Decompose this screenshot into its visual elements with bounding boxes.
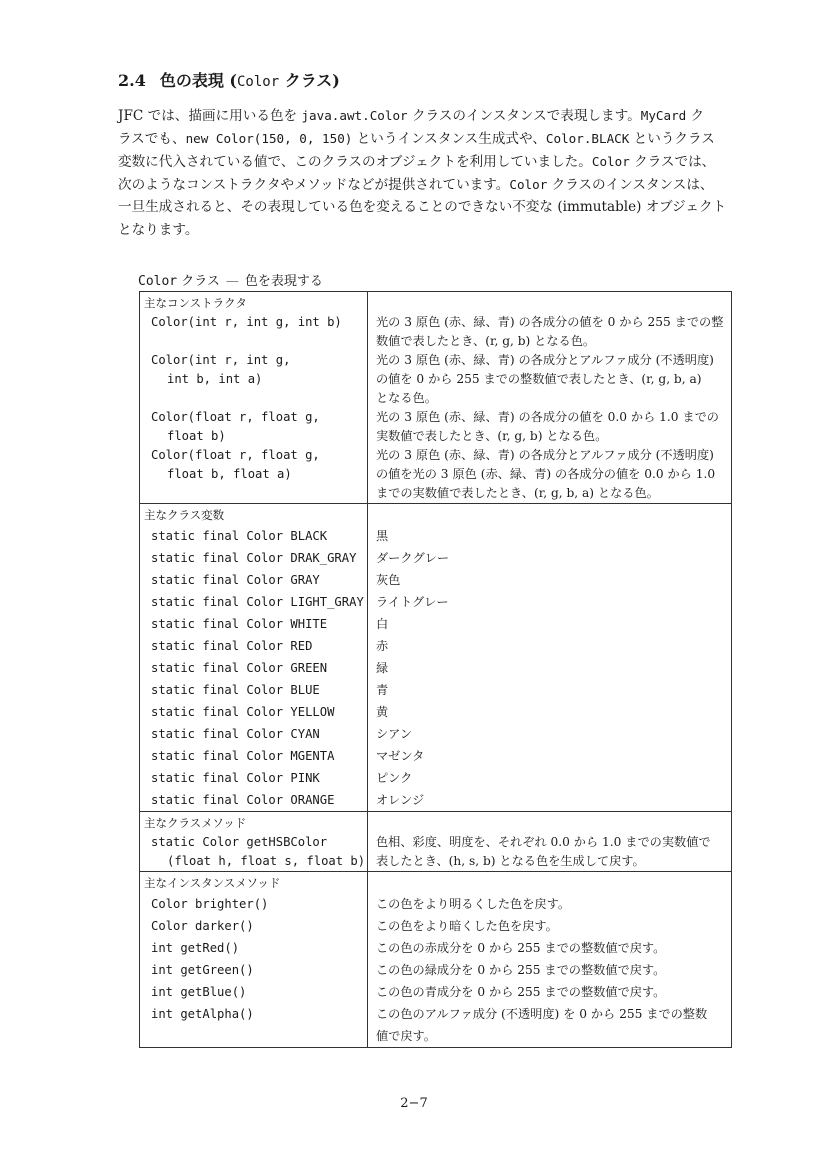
paragraph-text: 次のようなコンストラクタやメソッドなどが提供されています。 — [118, 177, 510, 193]
paragraph-line — [118, 104, 750, 127]
description — [368, 657, 731, 679]
description-line: 表したとき、(h, s, b) となる色を生成して戻す。 — [376, 854, 645, 868]
description-cell — [368, 959, 732, 981]
signature-cell — [140, 569, 368, 591]
signature-line: Color(float r, float g, — [151, 448, 320, 462]
description — [368, 408, 731, 446]
signature-cell — [140, 701, 368, 723]
description-line: この色のアルファ成分 (不透明度) を 0 から 255 までの整数 — [376, 1007, 708, 1021]
description-line: までの実数値で表したとき、(r, g, b, a) となる色。 — [376, 486, 659, 500]
section-label-spacer — [368, 292, 732, 314]
section-heading — [118, 68, 340, 91]
class-variable-row — [140, 701, 732, 723]
description — [368, 569, 731, 591]
description-line: ダークグレー — [376, 551, 450, 565]
description-cell — [368, 745, 732, 767]
page-number: 2−7 — [400, 1096, 428, 1111]
description-line: この色の青成分を 0 から 255 までの整数値で戻す。 — [376, 985, 666, 999]
signature-line: static final Color BLACK — [151, 529, 328, 543]
description — [368, 613, 731, 635]
signature-cell — [140, 1003, 368, 1048]
constructor-row — [140, 446, 732, 504]
description-cell — [368, 613, 732, 635]
description-cell — [368, 313, 732, 351]
paragraph-text: クラスでは、 — [629, 154, 716, 170]
paragraph-line — [118, 127, 750, 150]
description — [368, 1003, 731, 1047]
paragraph-code: Color — [509, 177, 548, 192]
caption-description: 色を表現する — [244, 274, 323, 289]
description-line: 灰色 — [376, 573, 401, 587]
paragraph-line — [118, 150, 750, 173]
section-label-spacer — [368, 504, 732, 526]
signature — [140, 937, 367, 959]
description-line: となる色。 — [376, 391, 437, 405]
instance-method-row — [140, 915, 732, 937]
signature — [140, 767, 367, 789]
description — [368, 833, 731, 871]
description-cell — [368, 1003, 732, 1048]
signature-line: static final Color GREEN — [151, 661, 328, 675]
description-line: 黄 — [376, 705, 389, 719]
signature — [140, 591, 367, 613]
signature-line: static final Color BLUE — [151, 683, 320, 697]
signature-cell — [140, 745, 368, 767]
section-number: 2.4 — [118, 71, 146, 90]
description-line: オレンジ — [376, 793, 425, 807]
description-line: 光の 3 原色 (赤、緑、青) の各成分の値を 0.0 から 1.0 までの — [376, 410, 719, 424]
signature-line: int getGreen() — [151, 963, 254, 977]
paragraph-code: Color — [591, 154, 630, 169]
signature-cell — [140, 657, 368, 679]
description-line: この色をより暗くした色を戻す。 — [376, 919, 558, 933]
description — [368, 959, 731, 981]
description — [368, 525, 731, 547]
signature-line: Color brighter() — [151, 897, 269, 911]
constructor-row — [140, 408, 732, 446]
paragraph-line — [118, 196, 750, 219]
description — [368, 679, 731, 701]
section-label-cell — [140, 504, 368, 526]
description-line: 黒 — [376, 529, 389, 543]
signature-line: static final Color CYAN — [151, 727, 320, 741]
section-label: 主なインスタンスメソッド — [144, 876, 281, 890]
description-line: 赤 — [376, 639, 389, 653]
signature-line: int getBlue() — [151, 985, 247, 999]
paragraph-line — [118, 173, 750, 196]
description-cell — [368, 723, 732, 745]
paragraph-text: というインスタンス生成式や、 — [352, 131, 546, 147]
section-header-row — [140, 504, 732, 526]
description-line: 値で戻す。 — [376, 1029, 436, 1043]
description-cell — [368, 635, 732, 657]
signature-cell — [140, 833, 368, 872]
signature-line: static final Color MGENTA — [151, 749, 335, 763]
signature — [140, 833, 367, 871]
description — [368, 313, 731, 351]
signature-cell — [140, 613, 368, 635]
signature — [140, 351, 367, 389]
section-label-cell — [140, 872, 368, 894]
class-variable-row — [140, 679, 732, 701]
signature — [140, 408, 367, 446]
section-title-prefix: 色の表現 ( — [159, 71, 237, 90]
description-line: この色の赤成分を 0 から 255 までの整数値で戻す。 — [376, 941, 666, 955]
signature — [140, 525, 367, 547]
signature-cell — [140, 937, 368, 959]
signature-line: float b) — [167, 429, 226, 443]
table-caption — [138, 270, 323, 289]
section-label-cell — [140, 292, 368, 314]
paragraph-line — [118, 219, 750, 242]
signature — [140, 915, 367, 937]
signature-line: static final Color RED — [151, 639, 313, 653]
signature-line: int getAlpha() — [151, 1007, 254, 1021]
description-line: 光の 3 原色 (赤、緑、青) の各成分の値を 0 から 255 までの整 — [376, 315, 724, 329]
signature — [140, 657, 367, 679]
description-cell — [368, 789, 732, 812]
description-line: 白 — [376, 617, 389, 631]
section-title-suffix: クラス) — [279, 71, 340, 90]
description-line: の値を 0 から 255 までの整数値で表したとき、(r, g, b, a) — [376, 372, 702, 386]
paragraph-text: JFC では、描画に用いる色を — [118, 108, 302, 124]
section-header-row — [140, 872, 732, 894]
description-line: ピンク — [376, 771, 413, 785]
class-variable-row — [140, 547, 732, 569]
description — [368, 723, 731, 745]
caption-dash: — — [225, 274, 239, 289]
signature-cell — [140, 959, 368, 981]
section-label-cell — [140, 812, 368, 834]
description-line: 青 — [376, 683, 389, 697]
signature-line: static final Color DRAK_GRAY — [151, 551, 357, 565]
description-cell — [368, 569, 732, 591]
description-line: この色の緑成分を 0 から 255 までの整数値で戻す。 — [376, 963, 666, 977]
description-cell — [368, 701, 732, 723]
paragraph-text: 変数に代入されている値で、このクラスのオブジェクトを利用していました。 — [118, 154, 592, 170]
signature — [140, 893, 367, 915]
description-line: 光の 3 原色 (赤、緑、青) の各成分とアルファ成分 (不透明度) — [376, 448, 714, 462]
paragraph-code: java.awt.Color — [301, 108, 408, 123]
description — [368, 547, 731, 569]
description-line: 緑 — [376, 661, 389, 675]
instance-method-row — [140, 959, 732, 981]
signature-cell — [140, 591, 368, 613]
description-line: 数値で表したとき、(r, g, b) となる色。 — [376, 334, 596, 348]
paragraph-code: new Color(150, 0, 150) — [185, 131, 353, 146]
description — [368, 981, 731, 1003]
paragraph-text: ラスでも、 — [118, 131, 186, 147]
description — [368, 915, 731, 937]
signature-cell — [140, 525, 368, 547]
class-variable-row — [140, 591, 732, 613]
class-variable-row — [140, 789, 732, 812]
signature-line: Color darker() — [151, 919, 254, 933]
description-line: の値を光の 3 原色 (赤、緑、青) の各成分の値を 0.0 から 1.0 — [376, 467, 716, 481]
signature-line: static final Color WHITE — [151, 617, 328, 631]
caption-class-name: Color — [138, 274, 178, 289]
signature — [140, 701, 367, 723]
signature-cell — [140, 313, 368, 351]
paragraph-text: というクラス — [629, 131, 715, 147]
description-line: マゼンタ — [376, 749, 425, 763]
instance-method-row — [140, 937, 732, 959]
section-label: 主なクラス変数 — [144, 508, 225, 522]
intro-paragraph — [118, 104, 750, 242]
signature-cell — [140, 408, 368, 446]
color-api-table — [139, 291, 732, 1048]
description-cell — [368, 893, 732, 915]
paragraph-text: クラスのインスタンスで表現します。 — [407, 108, 641, 124]
signature-line: static final Color GRAY — [151, 573, 320, 587]
description-cell — [368, 525, 732, 547]
class-variable-row — [140, 613, 732, 635]
constructor-row — [140, 313, 732, 351]
signature — [140, 446, 367, 484]
signature-line: Color(int r, int g, int b) — [151, 315, 342, 329]
description — [368, 937, 731, 959]
section-header-row — [140, 292, 732, 314]
signature — [140, 613, 367, 635]
signature — [140, 789, 367, 811]
signature-cell — [140, 767, 368, 789]
class-variable-row — [140, 569, 732, 591]
signature — [140, 745, 367, 767]
class-variable-row — [140, 525, 732, 547]
class-variable-row — [140, 745, 732, 767]
signature-line: Color(float r, float g, — [151, 410, 320, 424]
section-title-class: Color — [237, 74, 280, 90]
description-cell — [368, 767, 732, 789]
section-label: 主なコンストラクタ — [144, 296, 247, 310]
description-cell — [368, 547, 732, 569]
instance-method-row — [140, 893, 732, 915]
class-variable-row — [140, 723, 732, 745]
signature-cell — [140, 547, 368, 569]
description — [368, 446, 731, 503]
signature — [140, 723, 367, 745]
description-cell — [368, 657, 732, 679]
signature-cell — [140, 789, 368, 812]
signature-cell — [140, 893, 368, 915]
description — [368, 635, 731, 657]
description — [368, 701, 731, 723]
signature-line: int b, int a) — [167, 372, 263, 386]
signature-cell — [140, 351, 368, 408]
signature-cell — [140, 679, 368, 701]
class-variable-row — [140, 767, 732, 789]
paragraph-text: ク — [686, 108, 705, 124]
signature — [140, 569, 367, 591]
class-method-row — [140, 833, 732, 872]
description-cell — [368, 351, 732, 408]
paragraph-text: となります。 — [118, 222, 199, 238]
signature — [140, 1003, 367, 1025]
signature — [140, 635, 367, 657]
description-line: 実数値で表したとき、(r, g, b) となる色。 — [376, 429, 608, 443]
description-cell — [368, 915, 732, 937]
description-cell — [368, 408, 732, 446]
signature-cell — [140, 981, 368, 1003]
signature-cell — [140, 915, 368, 937]
instance-method-row — [140, 1003, 732, 1048]
signature-line: (float h, float s, float b) — [167, 854, 366, 868]
paragraph-text: クラスのインスタンスは、 — [547, 177, 714, 193]
class-variable-row — [140, 657, 732, 679]
paragraph-text: 一旦生成されると、その表現している色を変えることのできない不変な (immutable) オブジェクト — [118, 199, 727, 215]
description-cell — [368, 981, 732, 1003]
section-label-spacer — [368, 812, 732, 834]
signature-line: static final Color YELLOW — [151, 705, 335, 719]
description — [368, 767, 731, 789]
signature-line: static final Color LIGHT_GRAY — [151, 595, 364, 609]
description — [368, 789, 731, 811]
constructor-row — [140, 351, 732, 408]
class-variable-row — [140, 635, 732, 657]
description-line: ライトグレー — [376, 595, 449, 609]
description-line: 色相、彩度、明度を、それぞれ 0.0 から 1.0 までの実数値で — [376, 835, 711, 849]
signature — [140, 959, 367, 981]
signature-line: static Color getHSBColor — [151, 835, 328, 849]
description-cell — [368, 937, 732, 959]
description-cell — [368, 679, 732, 701]
signature-cell — [140, 723, 368, 745]
signature-cell — [140, 446, 368, 504]
description-line: この色をより明るくした色を戻す。 — [376, 897, 571, 911]
signature-line: float b, float a) — [167, 467, 292, 481]
paragraph-code: Color.BLACK — [545, 131, 630, 146]
signature-line: static final Color ORANGE — [151, 793, 335, 807]
description — [368, 591, 731, 613]
signature-line: int getRed() — [151, 941, 240, 955]
description-cell — [368, 446, 732, 504]
paragraph-code: MyCard — [640, 108, 687, 123]
section-label-spacer — [368, 872, 732, 894]
description — [368, 351, 731, 408]
signature — [140, 547, 367, 569]
description-line: 光の 3 原色 (赤、緑、青) の各成分とアルファ成分 (不透明度) — [376, 353, 714, 367]
section-header-row — [140, 812, 732, 834]
signature — [140, 313, 367, 332]
signature-line: Color(int r, int g, — [151, 353, 291, 367]
signature-cell — [140, 635, 368, 657]
signature — [140, 981, 367, 1003]
signature — [140, 679, 367, 701]
description-cell — [368, 833, 732, 872]
description — [368, 745, 731, 767]
section-label: 主なクラスメソッド — [144, 816, 247, 830]
description-line: シアン — [376, 727, 413, 741]
signature-line: static final Color PINK — [151, 771, 320, 785]
description-cell — [368, 591, 732, 613]
caption-class-word: クラス — [177, 274, 220, 289]
instance-method-row — [140, 981, 732, 1003]
description — [368, 893, 731, 915]
